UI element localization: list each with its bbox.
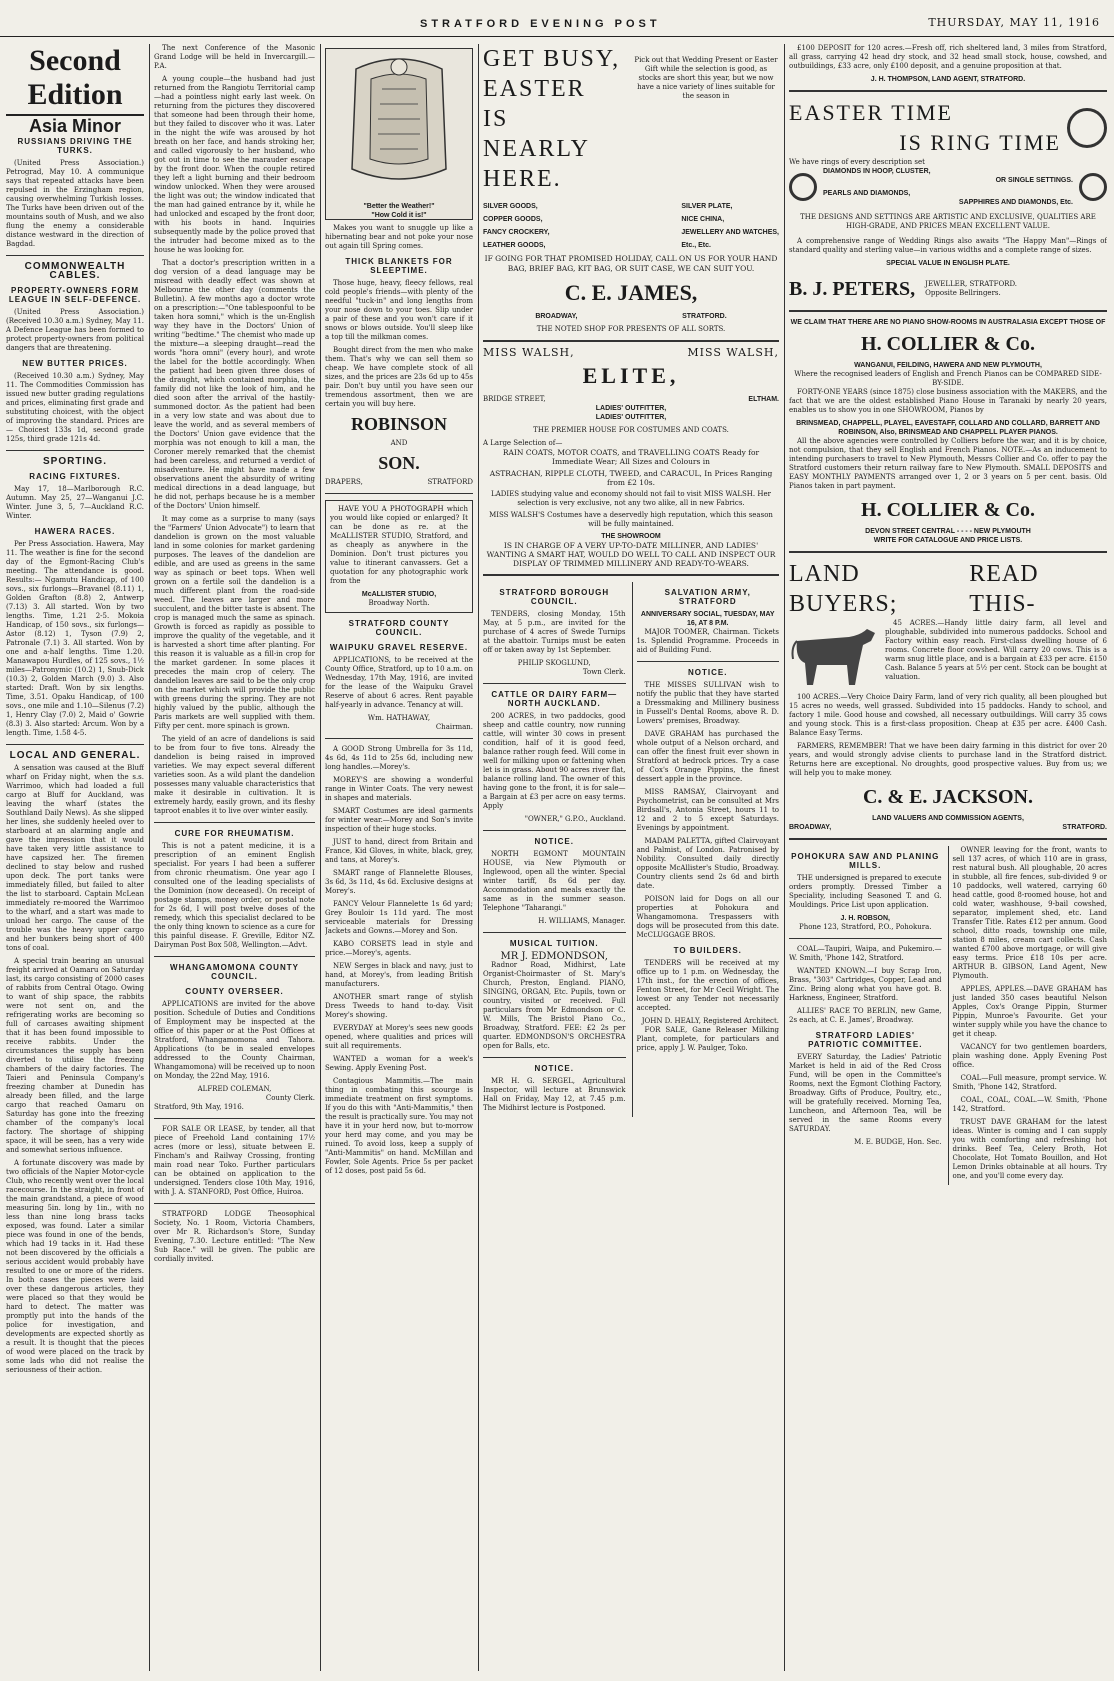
shop-slogan: THE PREMIER HOUSE FOR COSTUMES AND COATS. bbox=[533, 426, 729, 434]
goods-item: LEATHER GOODS, bbox=[483, 242, 546, 249]
divider bbox=[6, 450, 144, 451]
advertiser-street: BROADWAY, bbox=[789, 824, 832, 831]
advertiser-name: C. E. JAMES, bbox=[564, 280, 698, 305]
ad-headline: EASTER TIME bbox=[789, 100, 953, 125]
divider bbox=[483, 340, 779, 342]
classified-ad: STRATFORD LODGE Theosophical Society, No. 1 Room, Victoria Chambers, over Mr R. Richardson's Store, Sunday Evening, 7.30. Lecture entitled: "The New Sub Race." will be given. The public are cordially invited. bbox=[154, 1210, 315, 1263]
classified-ad: FANCY Velour Flannelette 1s 6d yard; Grey Bouloir 1s 11d yard. The most serviceable materials for Dressing Jackets and Gowns.—Morey and Son. bbox=[325, 900, 473, 935]
column-4 bbox=[483, 44, 779, 1671]
notice-text: MR H. G. SERGEL, Agricultural Inspector, will lecture at Brunswick Hall on Friday, May 12, at 7.45 p.m. The Midhirst lecture is Postponed. bbox=[483, 1077, 626, 1112]
divider bbox=[483, 830, 626, 831]
ad-intro: Pick out that Wedding Present or Easter Gift while the selection is good, as stocks are short this year, but we now have a nice variety of lines suitable for the season in bbox=[634, 56, 778, 100]
ad-text: LADIES studying value and economy should not fail to visit MISS WALSH. Her selection is very exclusive, not any two alike, all in new Fabrics. bbox=[491, 490, 771, 507]
article-text: A sensation was caused at the Bluff wharf on Friday night, when the s.s. Warrimoo, which had loaded a full cargo at Bluff for Auckland, was leaving the wharf (states the Southland Daily News). As she slipped her lines, she suddenly heeled over to starboard at an alarming angle and gave the impression that it would have taken very little assistance to have capsized her. The firemen declined to stay below and rushed upon deck. The port tanks were immediately filled, but failed to alter the list to starboard. Captain McLean immediately re-moored the Warrimoo to the wharf, and a start was made to unload her cargo. The cause of the trouble was the heavy upper cargo and her bunkers being short of 400 tons of coal. bbox=[6, 764, 144, 952]
ad-headline: IS RING TIME bbox=[899, 130, 1061, 155]
advertiser-trade: LAND VALUERS AND COMMISSION AGENTS, bbox=[872, 815, 1024, 822]
notice-text: MAJOR TOOMER, Chairman. Tickets 1s. Splendid Programme. Proceeds in aid of Building Fund. bbox=[636, 628, 779, 654]
headline: PROPERTY-OWNERS FORM LEAGUE IN SELF-DEFENCE. bbox=[8, 286, 142, 304]
article-text: The yield of an acre of dandelions is said to be from four to five tons. Already the dandelion is being raised in improved varieties. We may expect several different varieties soon. As a wild plant the dandelion possesses many valuable characteristics that make it desirable in cultivation. It is extremely hardy, easily grown, and its fleshy taproot enables it to live over winter easily. bbox=[154, 735, 315, 815]
headline: LOCAL AND GENERAL. bbox=[9, 750, 141, 761]
classified-ad: COAL—Taupiri, Waipa, and Pukemiro.—W. Smith, 'Phone 142, Stratford. bbox=[789, 945, 942, 962]
ad-headline: NEARLY bbox=[483, 136, 590, 162]
ad-text: Where the recognised leaders of English and French Pianos can be COMPARED SIDE-BY-SIDE. bbox=[794, 370, 1102, 387]
blanket-drawing-icon bbox=[326, 49, 472, 199]
notice-text: TENDERS will be received at my office up to 1 p.m. on Wednesday, the 17th inst., for the erection of offices, Fenton Street, for Mr Cecil Wright. The lowest or any Tender not necessarily accepted. bbox=[636, 959, 779, 1012]
headline: RUSSIANS DRIVING THE TURKS. bbox=[17, 137, 133, 155]
ad-text: A Large Selection of— bbox=[483, 439, 563, 447]
notice-text: TENDERS, closing Monday, 15th May, at 5 p.m., are invited for the purchase of 4 acres of Swede Turnips at the abattoir. Turnips must be eaten off or taken away by 1st September. bbox=[483, 610, 626, 654]
signature: M. E. BUDGE, Hon. Sec. bbox=[854, 1138, 942, 1146]
headline: HAWERA RACES. bbox=[34, 527, 116, 536]
phone-line: Phone 123, Stratford, P.O., Pohokura. bbox=[798, 923, 932, 931]
column-5 bbox=[789, 44, 1107, 1671]
advertiser-name: MISS WALSH, bbox=[687, 346, 779, 359]
classified-ad: MADAM PALETTA, gifted Clairvoyant and Palmist, of London. Patronised by Nobility. Consulted daily directly opposite McAllister's Studio, Broadway. Country clients send 2s 6d and birth date. bbox=[636, 837, 779, 890]
ad-text: IF GOING FOR THAT PROMISED HOLIDAY, CALL ON US FOR YOUR HAND BAG, BRIEF BAG, KIT BAG, OR SUIT CASE, WE CAN SUIT YOU. bbox=[484, 254, 778, 273]
blanket-illustration bbox=[325, 48, 473, 220]
goods-item: Etc., Etc. bbox=[681, 242, 711, 249]
goods-item: SILVER GOODS, bbox=[483, 203, 538, 210]
advertiser-name: AND bbox=[390, 439, 408, 447]
illustration-caption: "How Cold it is!" bbox=[371, 212, 427, 219]
column-1 bbox=[6, 44, 144, 1671]
advertiser-town: STRATFORD. bbox=[1062, 824, 1107, 831]
advertiser-name: MISS WALSH, bbox=[483, 346, 575, 359]
event-date: ANNIVERSARY SOCIAL, TUESDAY, MAY 16, AT 8 P.M. bbox=[640, 611, 775, 627]
headline: COMMONWEALTH CABLES. bbox=[24, 261, 126, 281]
goods-item: JEWELLERY AND WATCHES, bbox=[681, 229, 779, 236]
divider bbox=[483, 1057, 626, 1058]
article-text: (United Press Association.) (Received 10.30 a.m.) Sydney, May 11. A Defence League has been formed to protect property-owners from political dangers that are threatening. bbox=[6, 308, 144, 352]
classified-ad: TRUST DAVE GRAHAM for the latest ideas. Winter is coming and I can supply you with comforting and refreshing hot drinks. Beef Tea, Celery Broth, Hot Chocolate, Hot Tomato Bouillon, and Hot Lemon Drinks obtainable at all hours. Try one, and you'll come every day. bbox=[952, 1118, 1107, 1180]
shop-tag: LADIES' OUTFITTER, bbox=[595, 405, 667, 412]
divider bbox=[789, 838, 1107, 840]
column-rule bbox=[784, 44, 785, 1671]
studio-address: Broadway North. bbox=[368, 599, 430, 607]
cow-icon bbox=[789, 619, 879, 693]
headline: RACING FIXTURES. bbox=[29, 472, 121, 481]
studio-name: McALLISTER STUDIO, bbox=[361, 591, 437, 598]
ad-tagline: THE NOTED SHOP FOR PRESENTS OF ALL SORTS. bbox=[536, 325, 726, 333]
article-text: A young couple—the husband had just returned from the Rangiotu Territorial camp—had a pointless night early last week. On returning from the pictures they discovered that someone had been through their home, but they failed to discover who it was. Later in the night the wife was aroused by hot breath on her face, and hands stroking her, and called vigorously to her husband, who got out in time to see the marauder escape by the front door. When the couple retired they left a light burning and their bedroom window unlocked. When they were aroused the light was out; the window indicated that the man had gained entrance by it, while he had unlocked and escaped by the front door, with his boots in hand. Inquiries subsequently made by the police proved that the intruder had become mixed as to the house he was looking for. bbox=[154, 75, 315, 254]
shop-tag: LADIES' OUTFITTER, bbox=[595, 414, 667, 421]
article-text: May 17, 18—Marlborough R.C. Autumn. May 25, 27—Wanganui J.C. Winter. June 3, 5, 7—Auckland R.C. Winter. bbox=[6, 485, 144, 520]
date-line: Stratford, 9th May, 1916. bbox=[154, 1103, 244, 1111]
column-3 bbox=[325, 44, 473, 1671]
signature: Wm. HATHAWAY, bbox=[367, 714, 431, 722]
divider bbox=[325, 738, 473, 739]
headline: STRATFORD LADIES' PATRIOTIC COMMITTEE. bbox=[808, 1031, 923, 1049]
masthead-title: STRATFORD EVENING POST bbox=[420, 18, 661, 30]
notice-text: APPLICATIONS, to be received at the County Office, Stratford, up to 10 a.m. on Wednesday, 17th May, 1916, are invited for the lease of the Waipuku Gravel Reserve of about 6 acres. Rent payable half-yearly in advance. Tenancy at will. bbox=[325, 656, 473, 709]
notice-text: NORTH EGMONT MOUNTAIN HOUSE, via New Plymouth or Inglewood, open all the winter. Special winter tariff, 8s 6d per day. Accommodation and meals exactly the same as in the summer season. Telephone "Taharangi." bbox=[483, 850, 626, 912]
advertiser-name: SON. bbox=[378, 453, 420, 473]
classified-ad: VACANCY for two gentlemen boarders, plain washing done. Apply Evening Post office. bbox=[952, 1043, 1107, 1069]
divider bbox=[789, 310, 1107, 312]
masthead bbox=[0, 12, 1114, 37]
classified-ad: Contagious Mammitis.—The main thing in combating this scourge is immediate treatment on first symptoms. If you do this with "Anti-Mammitis," then the result is practically sure. You may not have it in your herd now, but to-morrow your herd may come, and you may be ruined. To avoid loss, keep a supply of "Anti-Mammitis" on hand. McMillan and Fowler, Sole Agents. Price 5s per packet of 12 doses, post paid 5s 6d. bbox=[325, 1077, 473, 1175]
advertiser-address: Opposite Bellringers. bbox=[925, 289, 1001, 297]
ad-text: RAIN COATS, MOTOR COATS, and TRAVELLING COATS Ready for Immediate Wear; All Sizes and Colours in bbox=[502, 448, 760, 466]
ad-headline: GET BUSY, bbox=[483, 46, 621, 72]
edition-title: Second Edition bbox=[6, 44, 144, 116]
ad-headline: IS bbox=[483, 106, 509, 132]
ad-headline: EASTER bbox=[483, 76, 586, 102]
goods-list bbox=[483, 198, 779, 254]
advertiser-name: C. & E. JACKSON. bbox=[862, 786, 1033, 808]
headline: CURE FOR RHEUMATISM. bbox=[174, 829, 295, 838]
shop-name: ELITE, bbox=[582, 363, 680, 388]
classified-ad: COAL, COAL, COAL.—W. Smith, 'Phone 142, Stratford. bbox=[952, 1096, 1107, 1113]
classified-ad: 45 ACRES.—Handy little dairy farm, all level and ploughable, subdivided into numerous paddocks. School and Factory within easy reach. First-class dwelling house of 6 rooms. Concrete floor cowshed. Will carry 20 cows. This is a warm snug little place, and is a bargain at £33 per acre. £150 Cash. Balance 5 years at 5½ per cent. Stock can be bought at valuation. bbox=[885, 619, 1107, 681]
headline: STRATFORD BOROUGH COUNCIL. bbox=[499, 588, 610, 606]
ad-text: Bought direct from the men who make them. That's why we can sell them so cheap. We have complete stock of all sizes, and the prices are 23s 6d up to 45s pair. Don't buy until you have seen our tremendous assortment, then we are certain you will buy here. bbox=[325, 346, 473, 408]
divider bbox=[483, 683, 626, 684]
classified-ad: APPLES, APPLES.—DAVE GRAHAM has just landed 350 cases beautiful Nelson Apples, Cox's Orange Pippin, Sturmer Pippin, Munroe's Favourite. Get your winter supply while you have the chance to get it cheap. bbox=[952, 985, 1107, 1038]
signature: J. H. ROBSON, bbox=[840, 915, 890, 922]
classified-ad: SMART range of Flannelette Blouses, 3s 6d, 3s 11d, 4s 6d. Exclusive designs at Morey's. bbox=[325, 869, 473, 895]
ad-text: All the above agencies were controlled by Colliers before the war, and it is by choice, not compulsion, that they sell English and French Pianos. NOTE.—As an inducement to intending purchasers to travel to New Plymouth, Messrs Collier and Co. offer to pay the Stratford customers their return railway fare to New Plymouth. SMALL DEPOSITS and EASY MONTHLY PAYMENTS arranged over 1, 2 or 3 years on 5 per cent. basis. Old Pianos taken in part payment. bbox=[789, 437, 1107, 490]
classifieds-grid bbox=[789, 846, 1107, 1185]
classified-ad: A GOOD Strong Umbrella for 3s 11d, 4s 6d, 4s 11d to 25s 6d, including new long handles.—Morey's. bbox=[325, 745, 473, 771]
goods-item: SILVER PLATE, bbox=[681, 203, 733, 210]
advertiser-places: WANGANUI, FEILDING, HAWERA AND NEW PLYMOUTH, bbox=[854, 362, 1042, 369]
ad-text: WRITE FOR CATALOGUE AND PRICE LISTS. bbox=[873, 537, 1023, 544]
article-text: (Received 10.30 a.m.) Sydney, May 11. The Commodities Commission has issued new butter grading regulations and prices, eliminating first grade and substituting choicest, with the object of improving the standard. Prices are — Choicest 133s 1d, second grade 125s, third grade 121s 4d. bbox=[6, 372, 144, 443]
headline: THICK BLANKETS FOR SLEEPTIME. bbox=[345, 257, 453, 275]
classified-ad: MISS RAMSAY, Clairvoyant and Psychometrist, can be consulted at Mrs Birdsall's, Antonia Street, hours 11 to 12 and 2 to 5 except Saturdays. Evenings by appointment. bbox=[636, 788, 779, 832]
advertiser-name: H. COLLIER & Co. bbox=[861, 333, 1035, 355]
article-text: A fortunate discovery was made by two officials of the Napier Motor-cycle Club, who recently went over the local racecourse. In the straight, in front of the main grandstand, a piece of wood measuring 5in. long by 1in., with no less than nine long brass tacks exposed, was found. Later a similar piece was found in one of the bends, which had 19 tacks in it. Had these not been discovered by the officials a serious accident would probably have resulted to one or more of the riders. In both cases the pieces were laid over these dangerous articles, they were placed so that they would be hard to detect. The matter was promptly put into the hands of the police for investigation, and developments are expected shortly as a result. It is thought that the pieces of wood were placed on the track by some lads who did not realise the seriousness of their action. bbox=[6, 1159, 144, 1374]
easter-gifts-ad bbox=[483, 44, 779, 194]
article-text: The next Conference of the Masonic Grand Lodge will be held in Invercargill.—P.A. bbox=[154, 44, 315, 70]
section-title: Asia Minor bbox=[28, 116, 121, 136]
advertiser-town: STRATFORD. bbox=[682, 313, 727, 320]
classified-ad: Radnor Road, Midhirst, Late Organist-Choirmaster of St. Mary's Church, Preston, England. PIANO, SINGING, ORGAN, Etc. Pupils, town or country, visited or received. Full particulars from Mr Edmondson or C. W. Mills, The Bristol Piano Co., Broadway, Stratford. FEE: £2 2s per quarter. EDMONDSON'S ORCHESTRA open for Balls, etc. bbox=[483, 961, 626, 1050]
ad-headline: HERE. bbox=[483, 166, 562, 192]
ring-type: DIAMONDS IN HOOP, CLUSTER, bbox=[823, 168, 931, 175]
notice-text: POISON laid for Dogs on all our properties at Pohokura and Whangamomona. Trespassers with dogs will be prosecuted from this date. McCLUGGAGE BROS. bbox=[636, 895, 779, 939]
headline: POHOKURA SAW AND PLANING MILLS. bbox=[791, 852, 940, 870]
classified-ad: ALLIES' RACE TO BERLIN, new Game, 2s each, at C. E. James', Broadway. bbox=[789, 1007, 942, 1024]
notices-left bbox=[483, 582, 626, 1117]
classified-ad: OWNER leaving for the front, wants to sell 137 acres, of which 110 are in grass, rest natural bush. All ploughable, 20 acres in stubble, all fire fences, sub-divided 9 or 10 paddocks, well watered, carrying 60 head cattle, good 8-roomed house, hot and cold water, washhouse, 9-bail cowshed, separator, implement shed, etc. Land Transfer Title. Rates £12 per annum. Good school, ditto roads, township one mile, station 8 miles, cream cart collects. Cash wanted £700 above mortgage, or will give easy terms. Price £18 10s per acre. ARTHUR B. GIBSON, Land Agent, New Plymouth. bbox=[952, 846, 1107, 980]
notices-right bbox=[632, 582, 780, 1117]
classified-ad: ANOTHER smart range of stylish Dress Tweeds to hand to-day. Visit Morey's showing. bbox=[325, 993, 473, 1019]
classified-ad: NEW Serges in black and navy, just to hand, at Morey's, from leading British manufacturers. bbox=[325, 962, 473, 988]
column-rule bbox=[149, 44, 150, 1671]
ad-headline: LAND BUYERS; bbox=[789, 561, 898, 617]
teacher-name: MR J. EDMONDSON, bbox=[500, 951, 608, 962]
signature: County Clerk. bbox=[265, 1094, 315, 1102]
ring-icon bbox=[1079, 173, 1107, 201]
classified-ad: FOR SALE, Gane Releaser Milking Plant, complete, for particulars and price, apply J. W. Paulger, Toko. bbox=[636, 1026, 779, 1052]
signature: PHILIP SKOGLUND, bbox=[517, 659, 591, 667]
ad-text: We have rings of every description set bbox=[789, 158, 925, 166]
signature: Chairman. bbox=[435, 723, 473, 731]
divider bbox=[325, 493, 473, 494]
goods-item: NICE CHINA, bbox=[681, 216, 725, 223]
classified-ad: 100 ACRES.—Very Choice Dairy Farm, land of very rich quality, all been ploughed but 15 acres no weeds, well grassed. Subdivided into 15 paddocks. Handy to school, and factory 1 mile. Good house and cowshed, all necessary outbuildings. Will carry 35 cows and young stock. This is a first-class proposition. Cheap at £35 per acre. £400 Cash. Balance Easy Terms. bbox=[789, 693, 1107, 737]
notice-text: EVERY Saturday, the Ladies' Patriotic Market is held in aid of the Red Cross Fund, will be open in the Committee's Rooms, next the Egmont Clothing Factory, Broadway. Gifts of Produce, Poultry, etc., will be gratefully received. Morning Tea, Luncheon, and Afternoon Tea, will be served in the same Rooms every SATURDAY. bbox=[789, 1053, 942, 1133]
column-rule bbox=[478, 44, 479, 1671]
shop-street: BRIDGE STREET, bbox=[483, 395, 546, 403]
signature: H. WILLIAMS, Manager. bbox=[538, 917, 626, 925]
headline: MUSICAL TUITION. bbox=[509, 939, 599, 948]
article-text: Per Press Association. Hawera, May 11. The weather is fine for the second day of the Egmont-Racing Club's meeting. The attendance is good. Results:— Ngamutu Handicap, of 100 sovs., six furlongs—Bravanel (8.11) 1, Golden Grafton (8.8) 2, Antwerp (7.13) 3. All started. Won by two lengths. Time, 1.21 2-5. Mokoia Handicap, of 150 sovs., six furlongs—Astor (8.12) 1, Tyson (7.9) 2, Patronale (7.1) 3. All started. Won by one and a-half lengths. Time 1.20. Manawapou Hurdles, of 125 sovs., 1½ miles—Patronymic (10.2) 1, Snub-Dick (10.3) 2, Golden March (9.0) 3. Also started: Draft. Won by six lengths. Time, 3.51. Opaku Handicap, of 100 sovs., one mile and 1.10—Silenus (7.2) 1, Henry Clay (7.0) 2, Maid o' Gowrie (8.3) 3. Also started: Arcum. Won by a length. Time, 1.58 4-5. bbox=[6, 540, 144, 737]
headline: TO BUILDERS. bbox=[673, 946, 742, 955]
goods-left bbox=[483, 198, 550, 254]
headline: NOTICE. bbox=[534, 837, 574, 846]
agent-name: J. H. THOMPSON, LAND AGENT, STRATFORD. bbox=[870, 76, 1026, 83]
easter-headline-block bbox=[483, 44, 633, 194]
divider bbox=[154, 1203, 315, 1204]
ad-text: FORTY-ONE YEARS (since 1875) close business association with the MAKERS, and the fact that we are the oldest established Piano House in Taranaki by nearly 20 years, enables us to show you in one SHOWROOM, Pianos by bbox=[789, 388, 1107, 414]
article-text: This is not a patent medicine, it is a prescription of an eminent English specialist. For years I had been a sufferer from chronic rheumatism. One year ago I consulted one of the leading specialists of the Dominion (now deceased). On receipt of postage stamps, money order, or postal note for 2s 6d, I will post twelve doses of the remedy, which this specialist declared to be the only thing known to science as a cure for this painful disease. F. Greville, Editor NZ. Dairyman Post Box 508, Wellington.—Advt. bbox=[154, 842, 315, 949]
signature: Town Clerk. bbox=[582, 668, 626, 676]
ring-icon bbox=[789, 173, 817, 201]
headline: NEW BUTTER PRICES. bbox=[22, 359, 128, 368]
notices-grid bbox=[483, 582, 779, 1117]
divider bbox=[483, 932, 626, 933]
classified-ad: MOREY'S are showing a wonderful range in Winter Coats. The very newest in shapes and materials. bbox=[325, 776, 473, 802]
signature: JOHN D. HEALY, Registered Architect. bbox=[641, 1017, 779, 1025]
headline: NOTICE. bbox=[688, 668, 728, 677]
advertiser-name: H. COLLIER & Co. bbox=[861, 499, 1035, 521]
ad-text: Makes you want to snuggle up like a hibernating bear and not poke your nose out again till Spring comes. bbox=[325, 224, 473, 250]
showroom-label: THE SHOWROOM bbox=[601, 533, 661, 540]
article-text: That a doctor's prescription written in a dog version of a dead language may be misread with deadly effect was shown at Melbourne the other day (comments the Bulletin). A few months ago a doctor wrote on a prescription:—"One tablespoonful to be taken hora somni," which is the un-English way they have in the Doctors' Union of writing "bedtime." The chemist who made up the mixture—a sleeping draught—read the words "hora omni" (every hour), and wrote the label for the bottle accordingly. When the patient had been given three doses of the draught, which contained morphia, the family did not like the look of him, and he died soon after the arrival of the hastily-summoned doctor. As the patient had been in a very low state and was about due to leave the world, and as several members of the Doctors' Union gave evidence that the morphia was not enough to kill a man, the Coroner merely remarked that the chemist had been careless, and returned a verdict of misadventure. He might have made a few observations anent the absurdity of writing medical directions in a dead language, but he did not, perhaps because he is a member of the Doctors' Union himself. bbox=[154, 259, 315, 510]
goods-item: COPPER GOODS, bbox=[483, 216, 543, 223]
divider bbox=[154, 822, 315, 823]
divider bbox=[6, 255, 144, 256]
headline: CATTLE OR DAIRY FARM—NORTH AUCKLAND. bbox=[491, 690, 618, 708]
divider bbox=[637, 661, 780, 662]
classified-ad: SMART Costumes are ideal garments for winter wear.—Morey and Son's invite inspection of their huge stocks. bbox=[325, 807, 473, 833]
classified-ad: KABO CORSETS lead in style and price.—Morey's, agents. bbox=[325, 940, 473, 957]
signature: ALFRED COLEMAN, bbox=[197, 1085, 272, 1093]
ad-text: WE CLAIM THAT THERE ARE NO PIANO SHOW-ROOMS IN AUSTRALASIA EXCEPT THOSE OF bbox=[790, 319, 1106, 326]
ad-text: IS IN CHARGE OF A VERY UP-TO-DATE MILLINER, AND LADIES' WANTING A SMART HAT, WOULD DO WELL TO CALL AND INSPECT OUR DISPLAY OF TRIMMED MILLINERY AND READY-TO-WEARS. bbox=[486, 541, 776, 568]
classified-ad: 200 ACRES, in two paddocks, good sheep and cattle country, now running cattle, will winter 30 cows in present condition, half of it is good feed, balance rather rough feed. Will come in well for milking upon or fattening when let is in grass. About 90 acres river flat, balance rolling land. The owner of this having gone to the front, it is for sale—a Bargain at £3 per acre on easy terms. Apply bbox=[483, 712, 626, 810]
ad-text: MISS WALSH'S Costumes have a deservedly high reputation, which this season will be fully maintained. bbox=[489, 511, 773, 528]
advertiser-trade: DRAPERS, bbox=[325, 478, 363, 486]
advertiser-name: ROBINSON bbox=[350, 414, 448, 434]
shop-town: ELTHAM. bbox=[748, 396, 779, 403]
advertiser-street: BROADWAY, bbox=[535, 313, 578, 320]
classified-ad: £100 DEPOSIT for 120 acres.—Fresh off, rich sheltered land, 3 miles from Stratford, all grass, carrying 42 head dry stock, and 32 head small stock, house, cowshed, and outbuildings, £33 acre, only £100 deposit, and a genuine proposition at that. bbox=[789, 44, 1107, 70]
classified-ad: WANTED a woman for a week's Sewing. Apply Evening Post. bbox=[325, 1055, 473, 1072]
advertiser-town: STRATFORD bbox=[427, 478, 473, 486]
advertiser-trade: JEWELLER, STRATFORD. bbox=[925, 280, 1018, 288]
headline: SALVATION ARMY, STRATFORD bbox=[664, 588, 751, 606]
classified-ad: DAVE GRAHAM has purchased the whole output of a Nelson orchard, and can offer the finest fruit ever shown in Stratford at bedrock prices. Try a case of Cox's Orange Pippins, the finest dessert apple in the province. bbox=[636, 730, 779, 783]
classified-ad: EVERYDAY at Morey's sees new goods opened, where qualities and prices will suit all requirements. bbox=[325, 1024, 473, 1050]
divider bbox=[483, 574, 779, 576]
divider bbox=[789, 551, 1107, 553]
classified-ad: THE undersigned is prepared to execute orders promptly. Dressed Timber a Speciality, including Seasoned T. and G. Mouldings. Price List upon application. bbox=[789, 874, 942, 909]
signature: "OWNER," G.P.O., Auckland. bbox=[524, 815, 626, 823]
ad-subhead: SPECIAL VALUE IN ENGLISH PLATE. bbox=[886, 260, 1010, 267]
ad-text: THE DESIGNS AND SETTINGS ARE ARTISTIC AND EXCLUSIVE, QUALITIES ARE HIGH-GRADE, AND PRICES MEAN EXCELLENT VALUE. bbox=[800, 213, 1096, 230]
goods-item: FANCY CROCKERY, bbox=[483, 229, 550, 236]
divider bbox=[154, 1118, 315, 1119]
ring-type: OR SINGLE SETTINGS. bbox=[995, 177, 1073, 184]
classified-ad: FOR SALE OR LEASE, by tender, all that piece of Freehold Land containing 17½ acres (more or less), situate between E. Fincham's and Railway Crossing, fronting main road near Toko. Further particulars can be obtained on application to the undersigned. Tenders close 10th May, 1916, with J. A. STANFORD, Post Office, Huiroa. bbox=[154, 1125, 315, 1196]
ad-headline: READ THIS- bbox=[969, 561, 1039, 617]
advertiser-name: B. J. PETERS, bbox=[789, 278, 916, 300]
masthead-date: THURSDAY, MAY 11, 1916 bbox=[928, 16, 1100, 29]
notice-text: THE MISSES SULLIVAN wish to notify the public that they have started a Dressmaking and Millinery business in Fussell's Dental Rooms, above R. D. Lowers' premises, Broadway. bbox=[636, 681, 779, 725]
article-text: It may come as a surprise to many (says the "Farmers' Union Advocate") to learn that dandelion is grown on the most valuable land in some colonies for market gardening purposes. The leaves of the dandelion are edible, and are used as greens in the same way as spinach or beet tops. When well grown on a fertile soil the dandelion is a much different plant from the road-side weed. The leaves are larger and more succulent, and the bitter taste is absent. The crop is managed much the same as spinach. Growth is forced as rapidly as possible to improve the quality of the vegetable, and it is harvested a short time after planting. For this reason it is valuable as a fill-in crop for the market gardener. In some places it precedes the main crop of celery. The dandelion leaves are said to be the only crop on the market which will provide the public with greens during the spring. They are not highly valued by the public, although the Paris markets are well supplied with them. Fifty per cent. more spinach is grown. bbox=[154, 515, 315, 730]
classified-ad: COAL—Full measure, prompt service. W. Smith, 'Phone 142, Stratford. bbox=[952, 1074, 1107, 1091]
goods-right bbox=[681, 198, 779, 254]
divider bbox=[789, 938, 942, 939]
divider bbox=[154, 956, 315, 957]
headline: COUNTY OVERSEER. bbox=[185, 987, 284, 996]
notice-text: APPLICATIONS are invited for the above position. Schedule of Duties and Conditions of Employment may be inspected at the office of this paper or at the Post Offices at Stratford, Whangamomona and Tahora. Applications (to be in sealed envelopes addressed to the County Chairman, Whangamomona) will be received up to noon on Monday, the 22nd May, 1916. bbox=[154, 1000, 315, 1080]
headline: WHANGAMOMONA COUNTY COUNCIL. bbox=[170, 963, 299, 981]
ad-text: A comprehensive range of Wedding Rings also awaits "The Happy Man"—Rings of standard quality and sterling value—in various widths and a complete range of sizes. bbox=[789, 237, 1107, 254]
illustration-caption: "Better the Weather!" bbox=[363, 203, 435, 210]
ring-ad-header bbox=[789, 98, 1107, 158]
photo-ad bbox=[325, 500, 473, 613]
headline: STRATFORD COUNTY COUNCIL. bbox=[348, 619, 450, 637]
ad-text: Those huge, heavy, fleecy fellows, real cold people's friends—with plenty of the needful "tuck-in" and long lengths from your nose down to your toes. Slip under a pair of these and you won't care if it snows or blows outside. You'll sleep like a top till the milkman comes. bbox=[325, 279, 473, 341]
article-text: (United Press Association.) Petrograd, May 10. A communique says that repeated attacks have been repulsed in the Erzingham region, causing overwhelming Turkish losses. The Turks have been driven out of the mountains south of Mush, and we also flung the enemy a considerable distance westward in the direction of Bagdad. bbox=[6, 159, 144, 248]
classifieds-left bbox=[789, 846, 942, 1185]
article-text: A special train bearing an unusual freight arrived at Oamaru on Saturday last, its cargo consisting of 2000 cases of rabbits from Central Otago. Owing to want of ship space, the rabbits were not sent on, and the refrigerating works are becoming so full of carcases awaiting shipment that it has been found impossible to receive rabbits. Under the circumstances the supply has been diverted to utilise the freezing chambers of the dairy factories. The Taieri and Peninsula Company's freezing chamber at Dunedin has already been filled, and the large cargo that reached Oamaru on Saturday has gone into the freezing chamber of the company's local factory. The shortage of shipping space, it will be seen, has a very wide and somewhat serious influence. bbox=[6, 957, 144, 1154]
divider bbox=[789, 90, 1107, 92]
ring-type: SAPPHIRES AND DIAMONDS, Etc. bbox=[958, 199, 1073, 206]
ring-type: PEARLS AND DIAMONDS, bbox=[823, 190, 911, 197]
ring-icon bbox=[1067, 108, 1107, 148]
headline: WAIPUKU GRAVEL RESERVE. bbox=[329, 643, 469, 652]
ad-text: FARMERS, REMEMBER! That we have been dairy farming in this district for over 20 years, and would strongly advise clients to purchase land in the Stratford district. Returns here are exceptional. No droughts, good prospective values. Buy from us; we will help you to make money. bbox=[789, 742, 1107, 777]
column-rule bbox=[320, 44, 321, 1671]
divider bbox=[6, 744, 144, 745]
column-2 bbox=[154, 44, 315, 1671]
advertiser-address: DEVON STREET CENTRAL - - - - NEW PLYMOUTH bbox=[865, 528, 1031, 535]
headline: SPORTING. bbox=[42, 456, 107, 467]
ad-text: ASTRACHAN, RIPPLE CLOTH, TWEED, and CARACUL, In Prices Ranging from £2 10s. bbox=[489, 469, 773, 487]
classifieds-right bbox=[948, 846, 1107, 1185]
classified-ad: WANTED KNOWN.—I buy Scrap Iron, Brass, "303" Cartridges, Copper, Lead and Zinc. Bring along what you have got. B. Harkness, Engineer, Stratford. bbox=[789, 967, 942, 1002]
ad-text: HAVE YOU A PHOTOGRAPH which you would like copied or enlarged? It can be done as re. at the McALLISTER STUDIO, Stratford, and as cheaply as anywhere in the Dominion. Don't trust pictures you value to itinerant canvassers. Get a quotation for any photographic work from the bbox=[330, 505, 468, 585]
headline: NOTICE. bbox=[534, 1064, 574, 1073]
classified-ad: JUST to hand, direct from Britain and France, Kid Gloves, in white, black, grey, and tans, at Morey's. bbox=[325, 838, 473, 864]
piano-brands: BRINSMEAD, CHAPPELL, PLAYEL, EAVESTAFF, COLLARD AND COLLARD, BARRETT AND ROBINSON, Also, BRINSMEAD AND CHAPPELL PLAYER PIANOS. bbox=[796, 420, 1100, 436]
